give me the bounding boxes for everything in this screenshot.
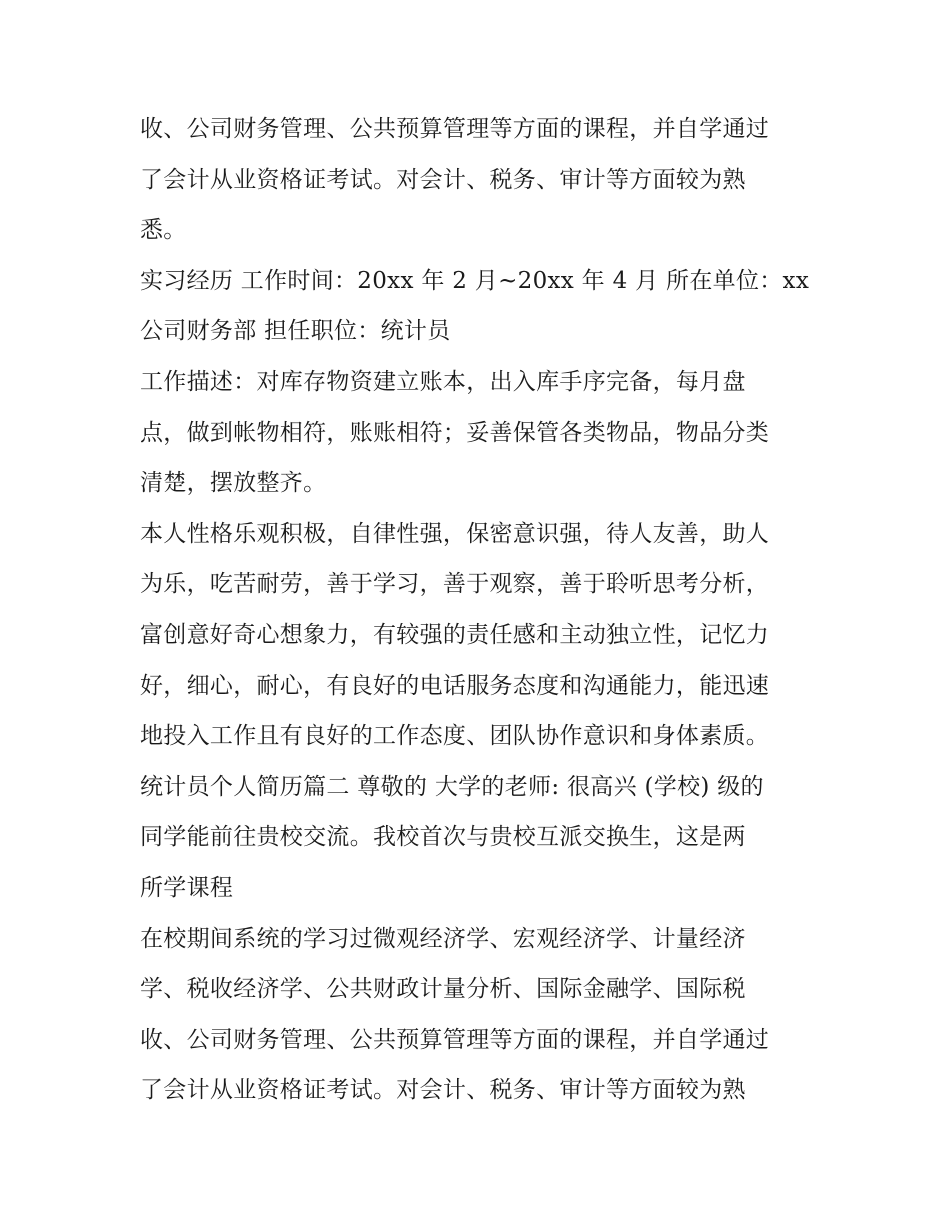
text-line: 统计员个人简历篇二 尊敬的 大学的老师: 很高兴 (学校) 级的: [140, 773, 764, 800]
text-line: 同学能前往贵校交流。我校首次与贵校互派交换生，这是两: [140, 824, 746, 851]
text-line: 本人性格乐观积极，自律性强，保密意识强，待人友善，助人: [140, 520, 770, 547]
paragraph-job-description: [140, 357, 830, 509]
text-line: 在校期间系统的学习过微观经济学、宏观经济学、计量经济: [140, 925, 746, 952]
text-line: 公司财务部 担任职位：统计员: [140, 318, 451, 345]
text-line: 所学课程: [140, 874, 234, 901]
text-line: 地投入工作且有良好的工作态度、团队协作意识和身体素质。: [140, 723, 770, 750]
text-line: 收、公司财务管理、公共预算管理等方面的课程，并自学通过: [140, 116, 770, 142]
paragraph-course-summary: [140, 104, 830, 256]
text-line: 实习经历 工作时间：20xx 年 2 月~20xx 年 4 月 所在单位：xx: [140, 267, 810, 294]
text-line: 为乐，吃苦耐劳，善于学习，善于观察，善于聆听思考分析，: [140, 571, 770, 598]
text-line: 收、公司财务管理、公共预算管理等方面的课程，并自学通过: [140, 1026, 770, 1053]
paragraph-self-evaluation: [140, 509, 830, 762]
document-body: [140, 104, 830, 1116]
text-line: 了会计从业资格证考试。对会计、税务、审计等方面较为熟: [140, 1077, 746, 1104]
paragraph-internship: [140, 256, 830, 357]
paragraph-courses: [140, 914, 830, 1116]
text-line: 好，细心，耐心，有良好的电话服务态度和沟通能力，能迅速: [140, 672, 770, 699]
text-line: 学、税收经济学、公共财政计量分析、国际金融学、国际税: [140, 976, 746, 1003]
text-line: 工作描述：对库存物资建立账本，出入库手序完备，每月盘: [140, 368, 746, 395]
text-line: 了会计从业资格证考试。对会计、税务、审计等方面较为熟: [140, 166, 746, 193]
text-line: 清楚，摆放整齐。: [140, 470, 327, 497]
text-line: 悉。: [140, 217, 187, 244]
paragraph-resume-two-intro: [140, 762, 830, 914]
text-line: 富创意好奇心想象力，有较强的责任感和主动独立性，记忆力: [140, 621, 770, 648]
text-line: 点，做到帐物相符，账账相符；妥善保管各类物品，物品分类: [140, 419, 770, 446]
